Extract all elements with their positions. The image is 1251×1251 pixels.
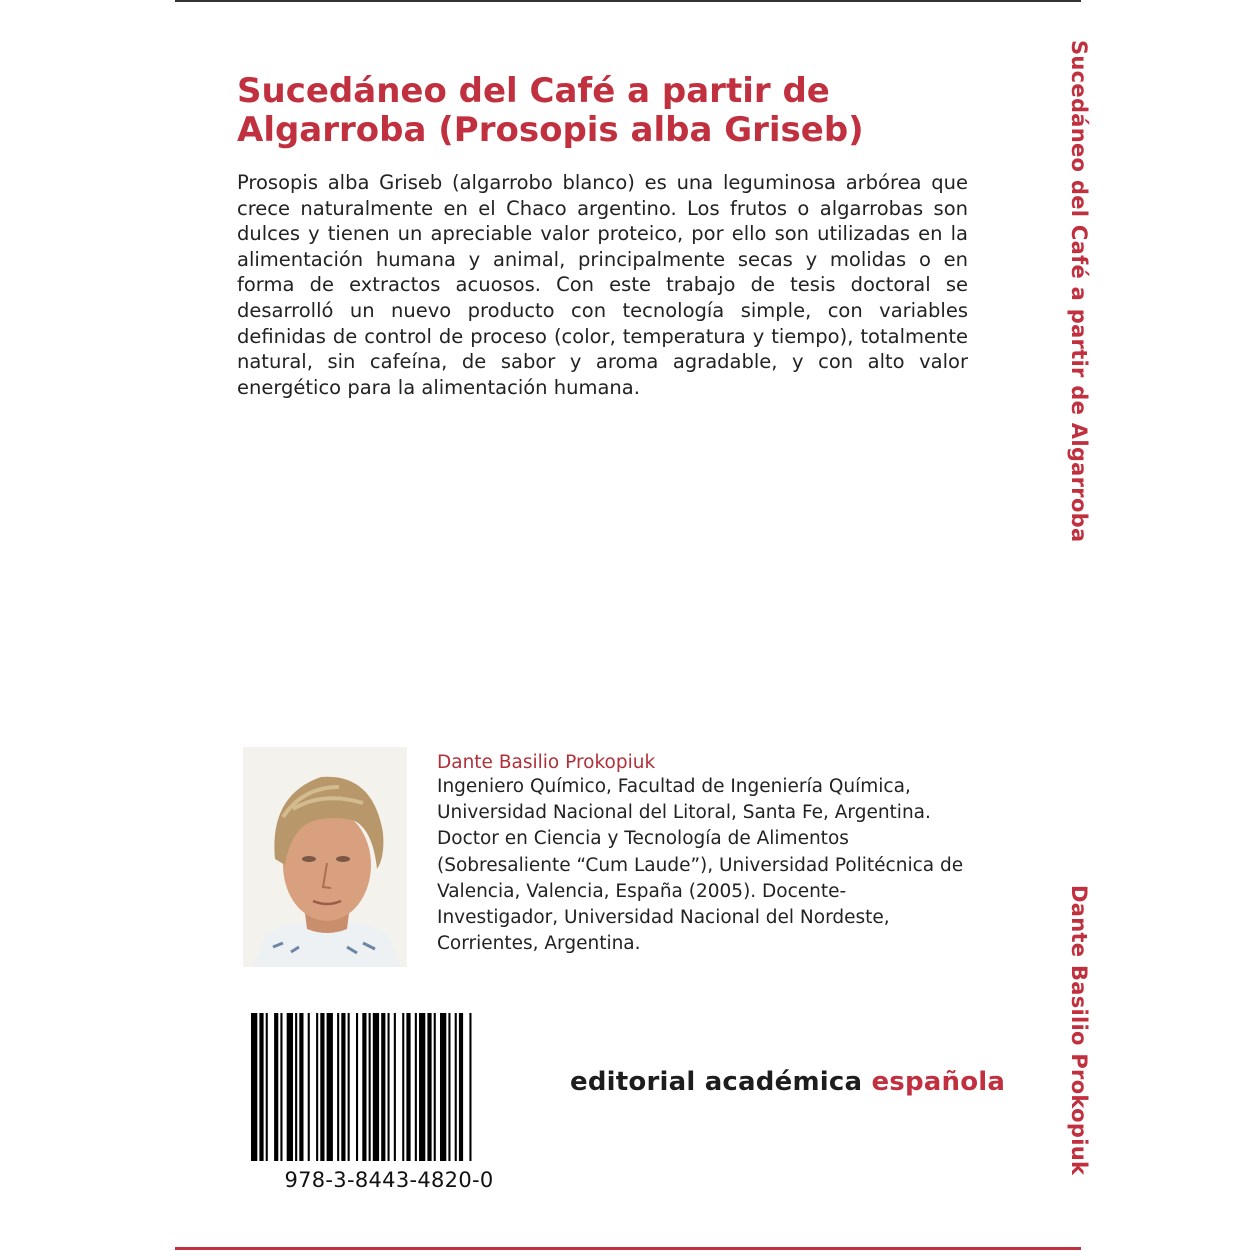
book-description: Prosopis alba Griseb (algarrobo blanco) es una leguminosa arbórea que crece naturalmente en el Chaco argentino. Los frutos o algarrobas son dulces y tienen un apreciable valor proteico, por ello son utilizadas en la alimentación humana y animal, principalmente secas y molidas o en forma de extractos acuosos. Con este trabajo de tesis doctoral se desarrolló un nuevo producto con tecnología simple, con variables definidas de control de proceso (color, temperatura y tiempo), totalmente natural, sin cafeína, de sabor y aroma agradable, y con alto valor energético para la alimentación humana. <box>237 171 968 399</box>
isbn-number: 978-3-8443-4820-0 <box>284 1168 494 1192</box>
bottom-rule <box>175 1247 1081 1250</box>
author-photo <box>243 747 407 967</box>
author-name: Dante Basilio Prokopiuk <box>437 752 656 773</box>
author-bio: Ingeniero Químico, Facultad de Ingeniería Química, Universidad Nacional del Litoral, Santa Fe, Argentina. Doctor en Ciencia y Tecnología de Alimentos (Sobresaliente “Cum Laude”), Universidad Politécnica de Valencia, Valencia, España (2005). Docente-Investigador, Universidad Nacional del Nordeste, Corrientes, Argentina. <box>437 776 964 955</box>
spine-author: Dante Basilio Prokopiuk <box>1067 885 1091 1176</box>
top-rule <box>175 0 1081 2</box>
publisher-logo <box>570 1067 1005 1097</box>
isbn-barcode <box>249 1013 529 1163</box>
book-title: Sucedáneo del Café a partir de Algarroba (Prosopis alba Griseb) <box>237 71 864 150</box>
publisher-name: editorial académica <box>570 1067 872 1097</box>
spine-title: Sucedáneo del Café a partir de Algarroba <box>1067 40 1091 543</box>
publisher-name-accent: española <box>871 1067 1006 1097</box>
